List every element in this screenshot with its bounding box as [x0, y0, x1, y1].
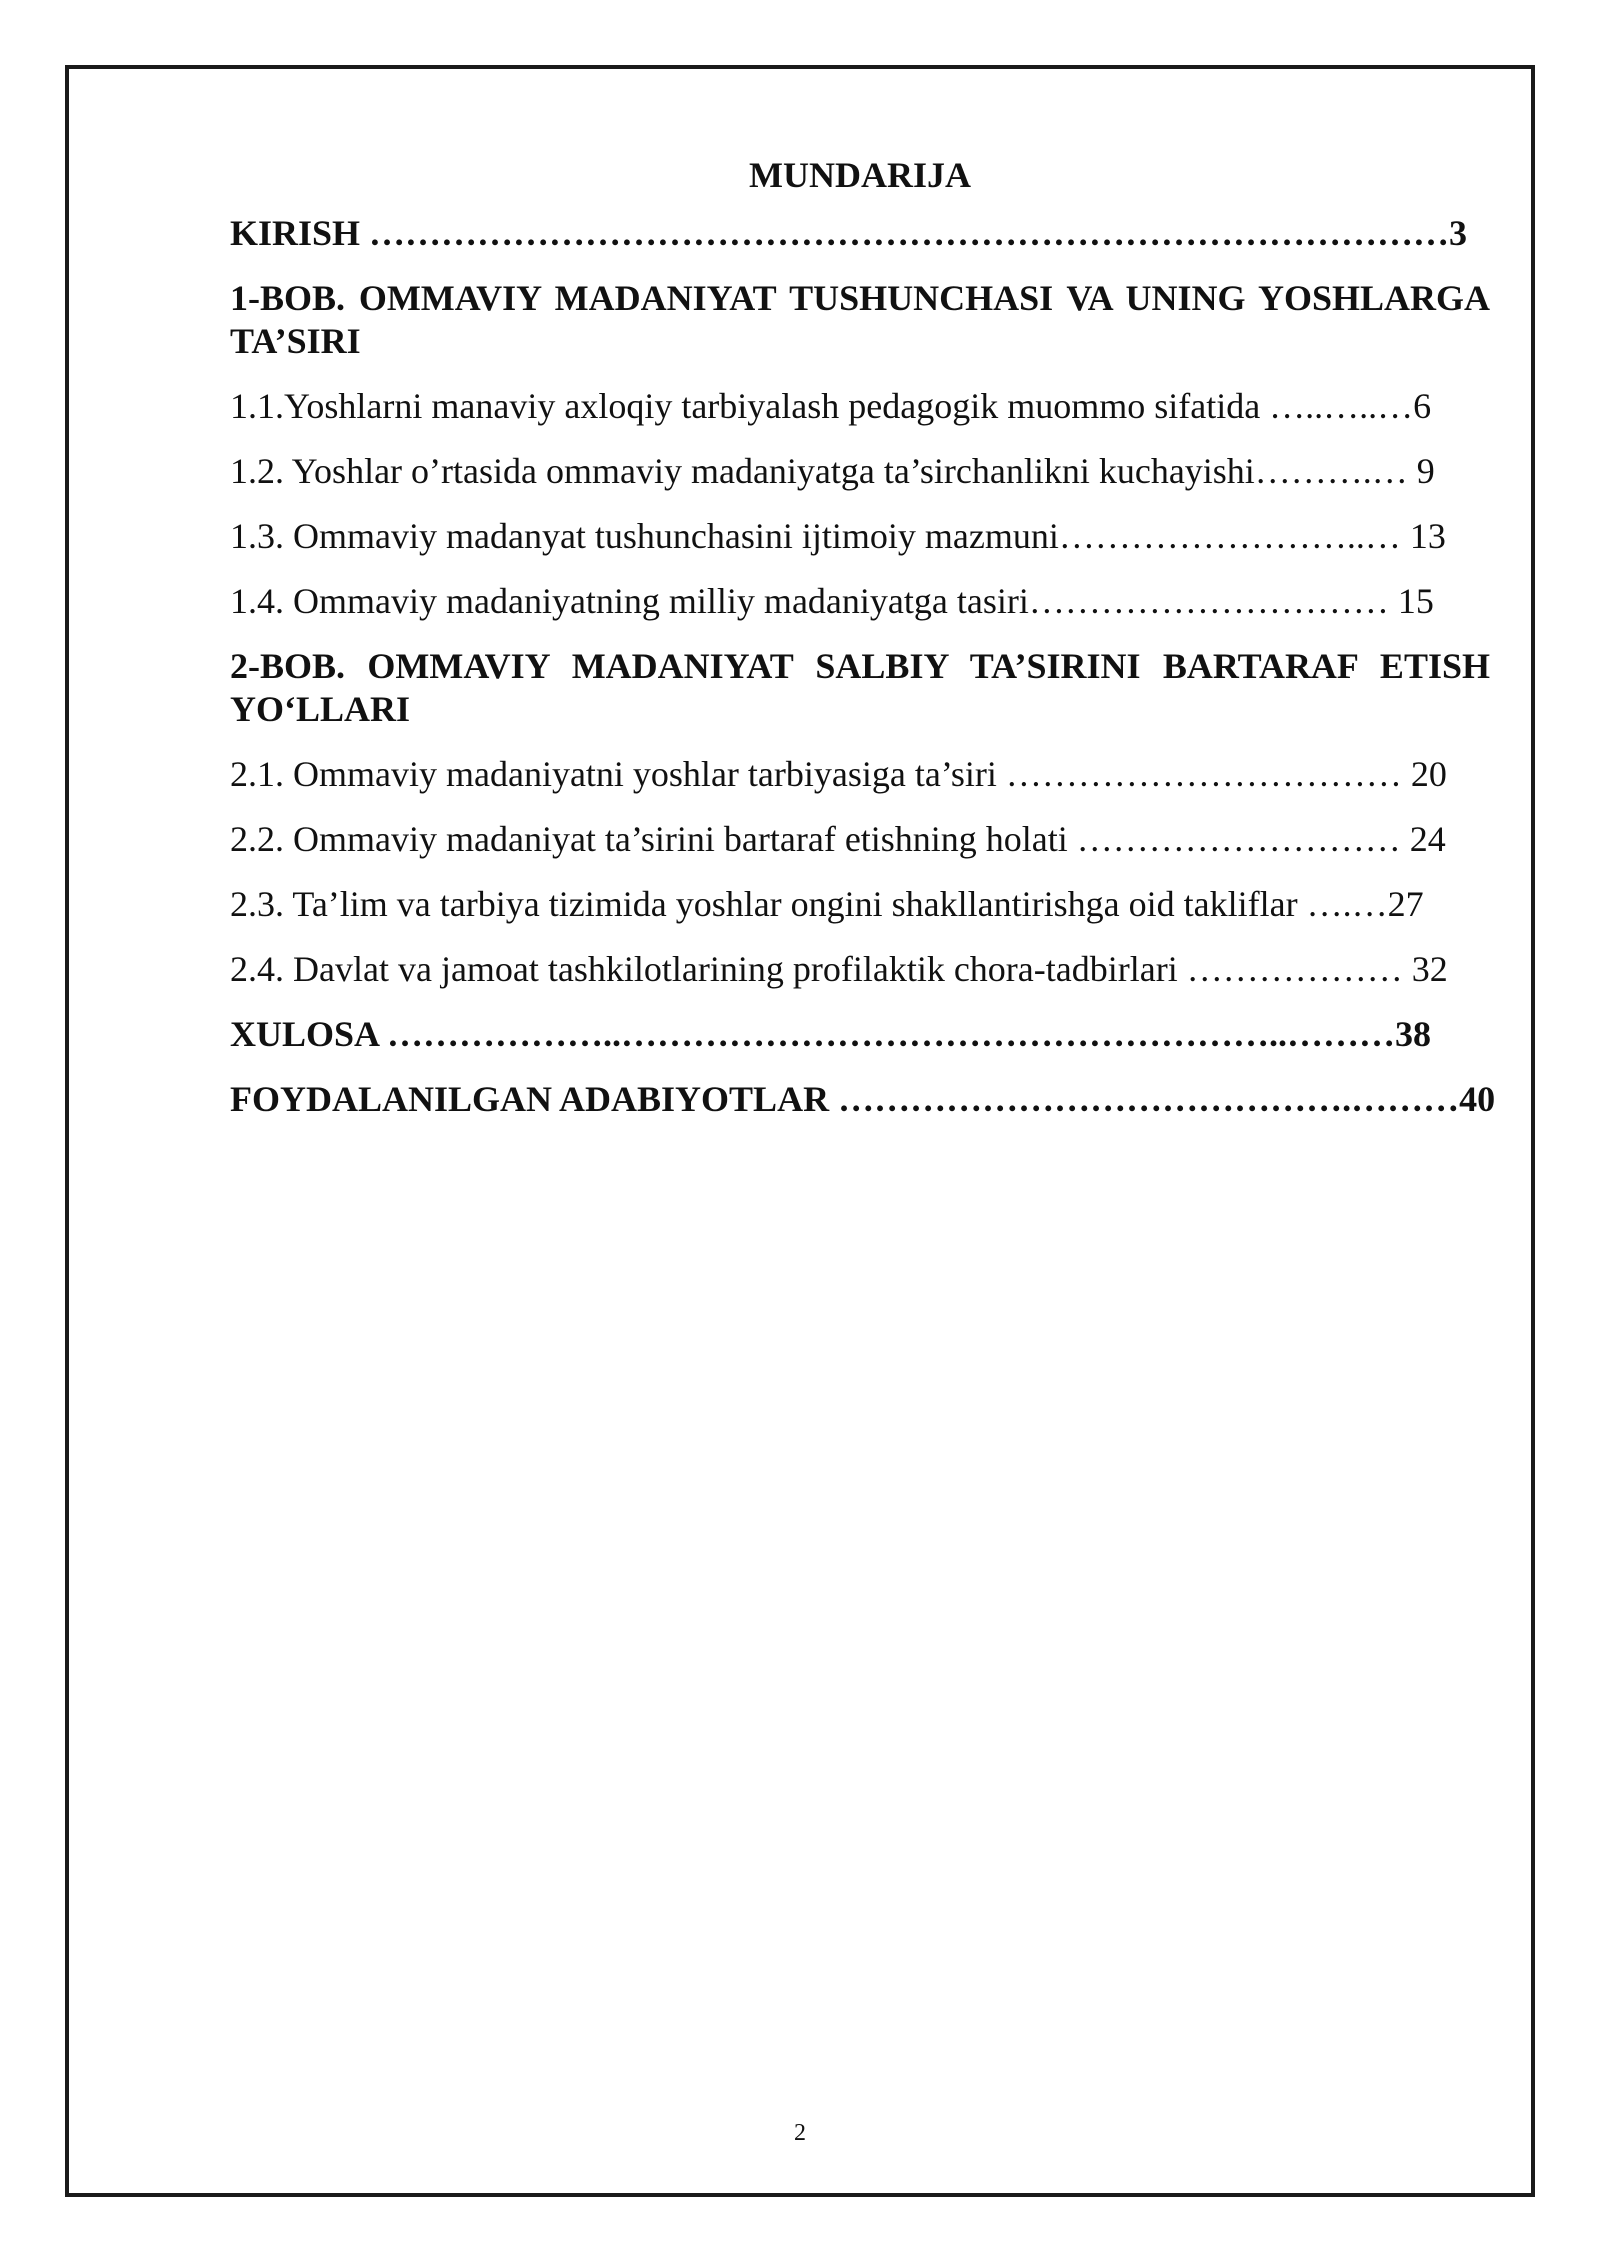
toc-entry-kirish: KIRISH ………………………………………………………………………………3	[230, 213, 1468, 253]
toc-entry-2-3: 2.3. Ta’lim va tarbiya tizimida yoshlar ongini shakllantirishga oid takliflar ….…27	[230, 884, 1424, 924]
toc-entry-1-1: 1.1.Yoshlarni manaviy axloqiy tarbiyalash pedagogik muommo sifatida …..…..…6	[230, 386, 1432, 426]
toc-entry-xulosa: XULOSA ………………..………………………………………………..………38	[230, 1014, 1432, 1054]
toc-entry-chapter-1: 1-BOB. OMMAVIY MADANIYAT TUSHUNCHASI VA UNING YOSHLARGA TA’SIRI	[230, 278, 1490, 361]
toc-entry-2-1: 2.1. Ommaviy madaniyatni yoshlar tarbiyasiga ta’siri …………………………… 20	[230, 754, 1447, 794]
toc-entry-2-2: 2.2. Ommaviy madaniyat ta’sirini bartaraf etishning holati ……………………… 24	[230, 819, 1446, 859]
toc-entry-1-2: 1.2. Yoshlar o’rtasida ommaviy madaniyatga ta’sirchanlikni kuchayishi……….… 9	[230, 451, 1435, 491]
toc-entry-chapter-2: 2-BOB. OMMAVIY MADANIYAT SALBIY TA’SIRINI BARTARAF ETISH YO‘LLARI	[230, 646, 1490, 729]
toc-entry-1-3: 1.3. Ommaviy madanyat tushunchasini ijtimoiy mazmuni……………………..… 13	[230, 516, 1446, 556]
table-of-contents	[230, 212, 1496, 1143]
page-number: 2	[794, 2120, 806, 2146]
toc-entry-2-4: 2.4. Davlat va jamoat tashkilotlarining profilaktik chora-tadbirlari ……………… 32	[230, 949, 1448, 989]
toc-entry-foydalanilgan-adabiyotlar: FOYDALANILGAN ADABIYOTLAR …………………………………….………40	[230, 1079, 1496, 1119]
page-title: MUNDARIJA	[749, 155, 971, 195]
toc-entry-1-4: 1.4. Ommaviy madaniyatning milliy madaniyatga tasiri………………………… 15	[230, 581, 1434, 621]
